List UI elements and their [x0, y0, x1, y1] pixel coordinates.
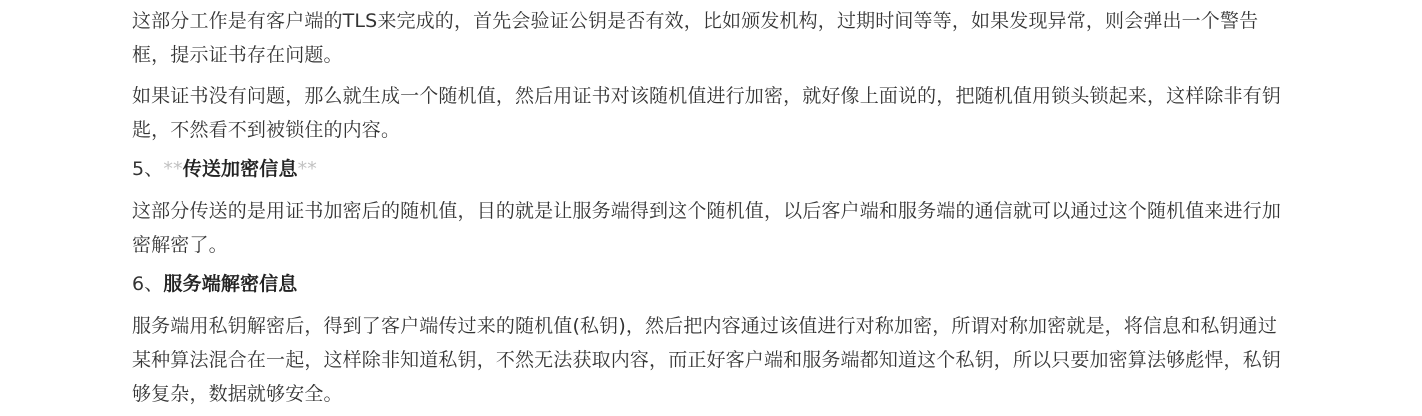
step-5-heading	[132, 154, 317, 184]
paragraph-client-verify-line-1: 这部分工作是有客户端的TLS来完成的，首先会验证公钥是否有效，比如颁发机构，过期时间等等，如果发现异常，则会弹出一个警告	[132, 10, 1259, 32]
step-6-heading	[132, 269, 297, 299]
markdown-bold-close: **	[297, 158, 317, 180]
paragraph-send-encrypted-line-2: 密解密了。	[132, 234, 228, 256]
paragraph-send-encrypted-line-1: 这部分传送的是用证书加密后的随机值，目的就是让服务端得到这个随机值，以后客户端和服务端的通信就可以通过这个随机值来进行加	[132, 200, 1282, 222]
step-5-number: 5、	[132, 158, 164, 180]
step-6-number: 6、	[132, 273, 164, 295]
paragraph-client-verify-line-2: 框，提示证书存在问题。	[132, 44, 343, 66]
paragraph-server-decrypt-line-2: 某种算法混合在一起，这样除非知道私钥，不然无法获取内容，而正好客户端和服务端都知道这个私钥，所以只要加密算法够彪悍，私钥	[132, 349, 1282, 371]
paragraph-random-value-line-1: 如果证书没有问题，那么就生成一个随机值，然后用证书对该随机值进行加密，就好像上面说的，把随机值用锁头锁起来，这样除非有钥	[132, 85, 1282, 107]
markdown-bold-open: **	[163, 158, 183, 180]
paragraph-random-value-line-2: 匙，不然看不到被锁住的内容。	[132, 119, 401, 141]
step-6-title: 服务端解密信息	[163, 273, 298, 295]
paragraph-server-decrypt-line-1: 服务端用私钥解密后，得到了客户端传过来的随机值(私钥)，然后把内容通过该值进行对称加密，所谓对称加密就是，将信息和私钥通过	[132, 315, 1277, 337]
paragraph-server-decrypt-line-3: 够复杂，数据就够安全。	[132, 383, 343, 405]
step-5-title: 传送加密信息	[182, 158, 298, 180]
